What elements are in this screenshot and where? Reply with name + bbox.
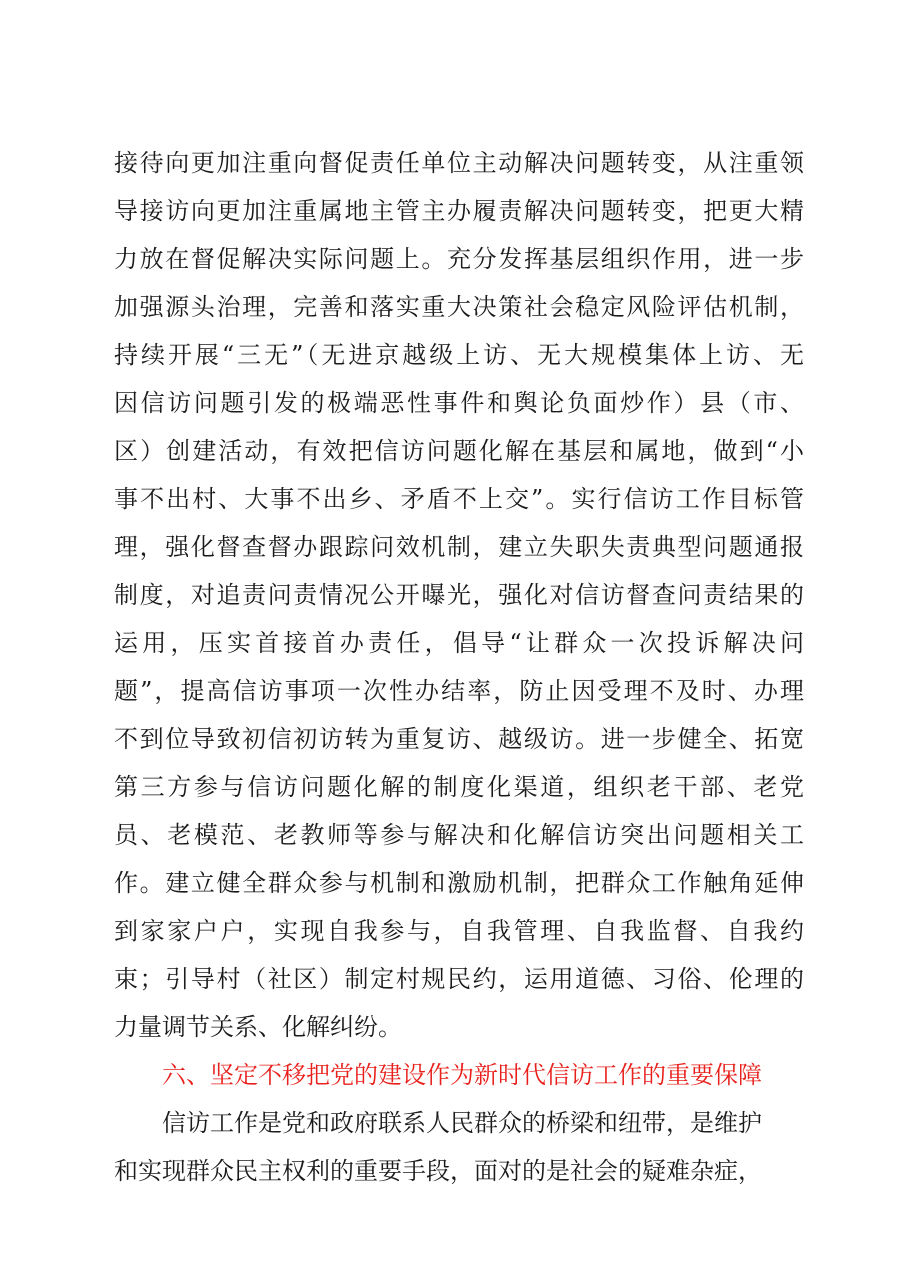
document-body <box>114 139 804 1195</box>
section-heading: 六、坚定不移把党的建设作为新时代信访工作的重要保障 <box>162 1061 762 1089</box>
text-line: 题”，提高信访事项一次性办结率，防止因受理不及时、办理 <box>114 677 804 705</box>
text-line: 力量调节关系、化解纠纷。 <box>114 1013 402 1041</box>
text-line: 第三方参与信访问题化解的制度化渠道，组织老干部、老党 <box>114 773 804 801</box>
text-line: 持续开展“三无”（无进京越级上访、无大规模集体上访、无 <box>114 341 804 369</box>
text-line: 制度，对追责问责情况公开曝光，强化对信访督查问责结果的 <box>114 581 804 609</box>
text-line: 理，强化督查督办跟踪问效机制，建立失职失责典型问题通报 <box>114 533 804 561</box>
text-line: 信访工作是党和政府联系人民群众的桥梁和纽带，是维护 <box>162 1109 762 1137</box>
text-line: 导接访向更加注重属地主管主办履责解决问题转变，把更大精 <box>114 197 804 225</box>
text-line: 力放在督促解决实际问题上。充分发挥基层组织作用，进一步 <box>114 245 804 273</box>
text-line: 接待向更加注重向督促责任单位主动解决问题转变，从注重领 <box>114 149 804 177</box>
text-line: 作。建立健全群众参与机制和激励机制，把群众工作触角延伸 <box>114 869 804 897</box>
text-line: 和实现群众民主权利的重要手段，面对的是社会的疑难杂症， <box>114 1157 762 1185</box>
text-line: 束；引导村（社区）制定村规民约，运用道德、习俗、伦理的 <box>114 965 804 993</box>
text-line: 事不出村、大事不出乡、矛盾不上交”。实行信访工作目标管 <box>114 485 804 513</box>
text-line: 运用，压实首接首办责任，倡导“让群众一次投诉解决问 <box>114 629 804 657</box>
text-line: 加强源头治理，完善和落实重大决策社会稳定风险评估机制， <box>114 293 804 321</box>
paragraph-2 <box>114 1099 804 1195</box>
text-line: 员、老模范、老教师等参与解决和化解信访突出问题相关工 <box>114 821 804 849</box>
text-line: 区）创建活动，有效把信访问题化解在基层和属地，做到“小 <box>114 437 804 465</box>
paragraph-1 <box>114 139 804 1051</box>
text-line: 因信访问题引发的极端恶性事件和舆论负面炒作）县（市、 <box>114 389 804 417</box>
text-line: 不到位导致初信初访转为重复访、越级访。进一步健全、拓宽 <box>114 725 804 753</box>
text-line: 到家家户户，实现自我参与，自我管理、自我监督、自我约 <box>114 917 804 945</box>
